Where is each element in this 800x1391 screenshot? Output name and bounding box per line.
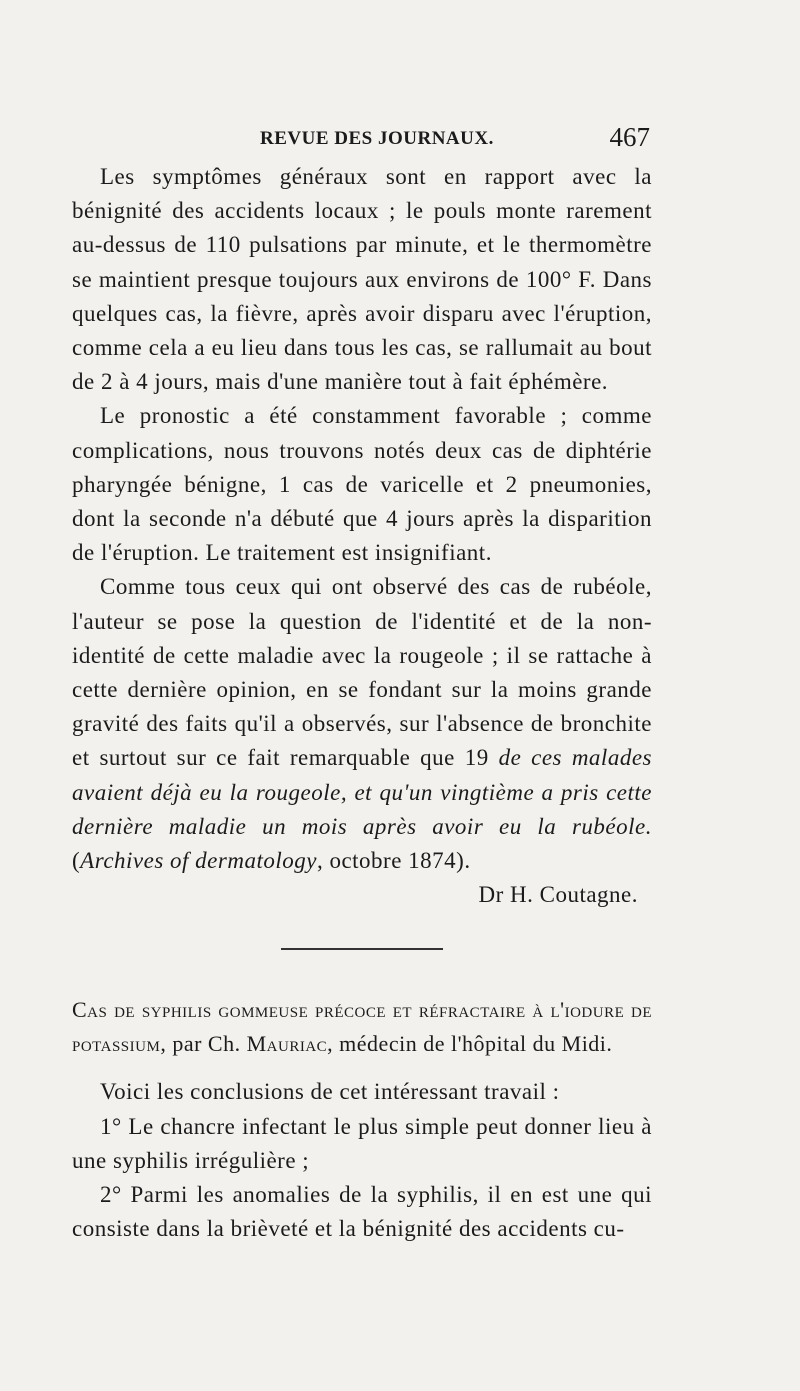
signature: Dr H. Coutagne. xyxy=(478,882,638,908)
running-head-title: REVUE DES JOURNAUX. xyxy=(260,128,494,149)
paragraph-conclusion-2: 2° Parmi les anomalies de la syphilis, il en est une qui consiste dans la brièveté et la bénignité des accidents cu- xyxy=(72,1182,652,1242)
article-heading-title: Cas de syphilis gommeuse précoce et réfractaire à l'iodure de potassium, xyxy=(72,997,652,1057)
running-head xyxy=(78,122,650,156)
identity-text: Comme tous ceux qui ont observé des cas de rubéole, l'auteur se pose la question de l'identité et de la non-identité de cette maladie avec la rougeole ; il se rattache à cette dernière opinion, en se fondant sur la moins grande gravité des faits qu'il a observés, sur l'absence de bronchite et surtout sur ce fait remarquable que 19 xyxy=(72,574,652,771)
citation-open: ( xyxy=(72,848,81,874)
page-body xyxy=(72,160,652,1246)
article-heading-author: Mauriac xyxy=(246,1031,328,1057)
paragraph-identity xyxy=(72,570,652,878)
paragraph-conclusion-1: 1° Le chancre infectant le plus simple peut donner lieu à une syphilis irrégulière ; xyxy=(72,1113,652,1173)
article-heading-affiliation: , médecin de l'hôpital du Midi. xyxy=(327,1031,613,1057)
paragraph-symptoms: Les symptômes généraux sont en rapport avec la bénignité des accidents locaux ; le pouls monte rarement au-dessus de 110 pulsations par minute, et le thermomètre se maintient presque toujours aux environs de 100° F. Dans quelques cas, la fièvre, après avoir disparu avec l'éruption, comme cela a eu lieu dans tous les cas, se rallumait au bout de 2 à 4 jours, mais d'une manière tout à fait éphémère. xyxy=(72,164,652,395)
article-heading xyxy=(72,993,652,1061)
paragraph-prognosis: Le pronostic a été constamment favorable ; comme complications, nous trouvons notés deux cas de diphtérie pharyngée bénigne, 1 cas de varicelle et 2 pneumonies, dont la seconde n'a débuté que 4 jours après la disparition de l'éruption. Le traitement est insignifiant. xyxy=(72,403,652,566)
citation-journal: Archives of dermatology xyxy=(80,848,317,874)
paragraph-conclusions-intro: Voici les conclusions de cet intéressant travail : xyxy=(100,1079,560,1105)
section-divider xyxy=(281,948,443,950)
identity-italic-text: de ces malades avaient déjà eu la rougeole, et qu'un vingtième a pris cette dernière maladie un mois après avoir eu la rubéole. xyxy=(72,745,652,839)
article-heading-by: par Ch. xyxy=(172,1031,241,1057)
citation-date: , octobre 1874). xyxy=(316,848,471,874)
page-number: 467 xyxy=(609,122,650,152)
